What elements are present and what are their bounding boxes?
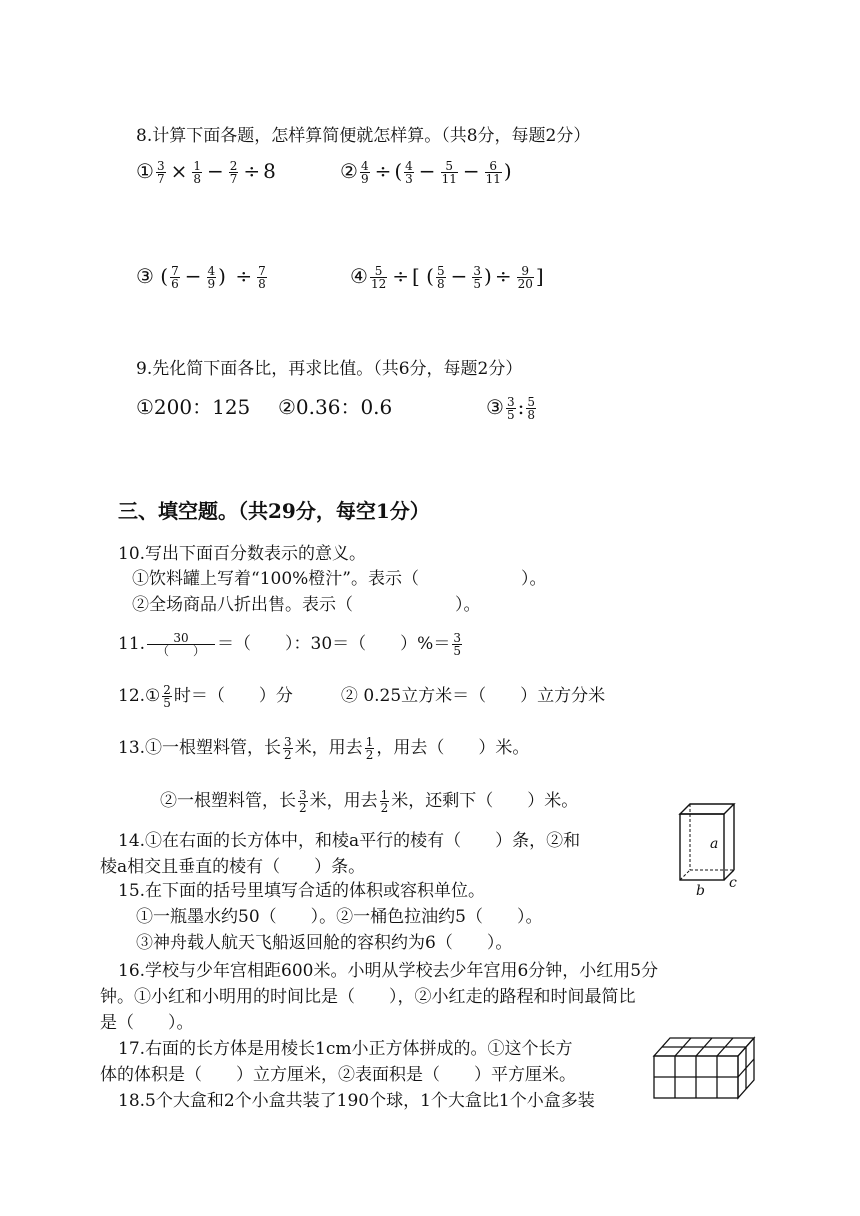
q8-problem-3: ③ ( $\frac{7}{6}$ − $\frac{4}{9}$ ) ÷ $\frac{7}{8}$ (136, 264, 266, 291)
q9-title: 9.先化简下面各比，再求比值。（共6分，每题2分） (136, 359, 523, 379)
q12: 12.① $\frac{2}{5}$ 时＝（ ）分 ② 0.25立方米＝（ ）立方分米 (118, 683, 606, 710)
q14-line-1: 14.①在右面的长方体中，和棱a平行的棱有（ ）条，②和 (118, 831, 581, 851)
section-3-heading: 三、填空题。（共29分，每空1分） (118, 499, 430, 523)
q18-line-1: 18.5个大盒和2个小盒共装了190个球，1个大盒比1个小盒多装 (118, 1091, 595, 1111)
edge-label-a: a (710, 836, 719, 852)
q13-line-2: ②一根塑料管，长 $\frac{3}{2}$ 米，用去 $\frac{1}{2}$ 米，还剩下（ ）米。 (160, 788, 579, 815)
cube-stack-figure (650, 1032, 760, 1102)
q9-problem-1: ①200：125 (136, 395, 251, 419)
q15-line-1: ①一瓶墨水约50（ ）。②一桶色拉油约5（ ）。 (136, 907, 543, 927)
q17-line-2: 体的体积是（ ）立方厘米，②表面积是（ ）平方厘米。 (100, 1065, 576, 1085)
q16-line-2: 钟。①小红和小明用的时间比是（ ），②小红走的路程和时间最简比 (100, 987, 636, 1007)
q8-problem-1: ① $\frac{3}{7}$ × $\frac{1}{8}$ − $\frac{2}{7}$ ÷ 8 (136, 159, 276, 186)
q16-line-3: 是（ ）。 (100, 1013, 194, 1033)
q8-problem-4: ④ $\frac{5}{12}$ ÷ [ ( $\frac{5}{8}$ − $\frac{3}{5}$ ) ÷ $\frac{9}{20}$ ] (350, 264, 544, 291)
q9-problem-3: ③ $\frac{3}{5}$ : $\frac{5}{8}$ (486, 395, 535, 422)
q13-line-1: 13.①一根塑料管，长 $\frac{3}{2}$ 米，用去 $\frac{1}{2}$ ，用去（ ）米。 (118, 735, 530, 762)
q10-line-1: ①饮料罐上写着“100%橙汁”。表示（ ）。 (132, 569, 547, 589)
q11: 11. $\frac{30}{( )}$ ＝（ ）：30＝（ ）%＝ $\frac{3}{5}$ (118, 631, 461, 658)
q8-title: 8.计算下面各题，怎样算简便就怎样算。（共8分，每题2分） (136, 126, 591, 146)
q8-problem-2: ② $\frac{4}{9}$ ÷ ( $\frac{4}{3}$ − $\frac{5}{11}$ − $\frac{6}{11}$ ) (340, 159, 512, 186)
q14-line-2: 棱a相交且垂直的棱有（ ）条。 (100, 857, 366, 877)
q10-title: 10.写出下面百分数表示的意义。 (118, 544, 367, 564)
q16-line-1: 16.学校与少年宫相距600米。小明从学校去少年宫用6分钟，小红用5分 (118, 961, 659, 981)
q15-title: 15.在下面的括号里填写合适的体积或容积单位。 (118, 881, 486, 901)
cuboid-figure (672, 800, 744, 896)
q10-line-2: ②全场商品八折出售。表示（ ）。 (132, 595, 481, 615)
q15-line-2: ③神舟载人航天飞船返回舱的容积约为6（ ）。 (136, 933, 513, 953)
q17-line-1: 17.右面的长方体是用棱长1cm小正方体拼成的。①这个长方 (118, 1039, 573, 1059)
edge-label-b: b (696, 883, 705, 896)
edge-label-c: c (729, 875, 737, 891)
q9-problem-2: ②0.36：0.6 (278, 395, 393, 419)
